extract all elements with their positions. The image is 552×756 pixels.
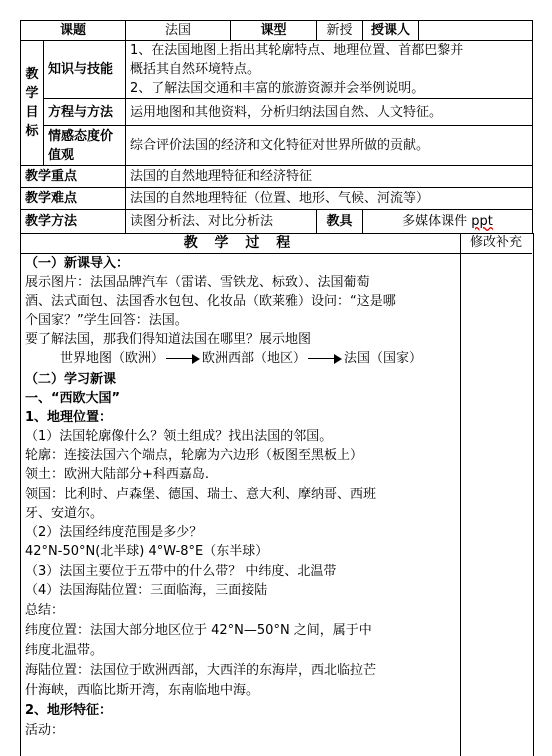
knowledge-line-3: 2、了解法国交通和丰富的旅游资源并会举例说明。 bbox=[130, 81, 425, 96]
flow-step-1: 世界地图（欧洲） bbox=[60, 351, 165, 366]
body-line: 纬度位置：法国大部分地区位于 42°N—50°N 之间，属于中 bbox=[25, 623, 372, 638]
knowledge-text bbox=[126, 41, 533, 99]
body-line: 酒、法式面包、法国香水包包、化妆品（欧莱雅）设问：“这是哪 bbox=[25, 294, 396, 309]
body-line: （1）法国轮廓像什么？领土组成？找出法国的邻国。 bbox=[25, 429, 333, 444]
attitude-label bbox=[44, 126, 126, 166]
body-line: 要了解法国，那我们得知道法国在哪里？展示地图 bbox=[25, 332, 312, 347]
body-line: （4）法国海陆位置：三面临海，三面接陆 bbox=[25, 583, 268, 598]
attitude-label-line-2: 值观 bbox=[48, 147, 75, 163]
teaching-tool-text-ppt: ppt bbox=[471, 214, 493, 229]
arrow-right-icon bbox=[308, 354, 342, 364]
body-line: 42°N-50°N(北半球) 4°W-8°E（东半球） bbox=[25, 544, 269, 559]
goals-char-4: 标 bbox=[25, 124, 39, 139]
lesson-meta-table bbox=[20, 20, 533, 234]
teacher-label: 授课人 bbox=[363, 21, 419, 41]
difficult-point-label: 教学难点 bbox=[21, 188, 126, 210]
teaching-tool-label: 教具 bbox=[317, 210, 363, 234]
topic-value: 法国 bbox=[126, 21, 231, 41]
method-goal-label: 方程与方法 bbox=[44, 99, 126, 126]
goals-char-1: 教 bbox=[25, 67, 39, 82]
subheading-terrain: 2、地形特征： bbox=[25, 703, 113, 718]
process-title: 教 学 过 程 bbox=[183, 235, 297, 251]
body-line: 展示图片：法国品牌汽车（雷诺、雪铁龙、标致）、法国葡萄 bbox=[25, 275, 370, 290]
subheading-location: 1、地理位置： bbox=[25, 410, 113, 425]
goals-char-3: 目 bbox=[25, 105, 39, 120]
body-line: 牙、安道尔。 bbox=[25, 506, 104, 521]
map-flow bbox=[60, 350, 422, 368]
teaching-method-label: 教学方法 bbox=[21, 210, 126, 234]
flow-step-2: 欧洲西部（地区） bbox=[202, 351, 307, 366]
teaching-method-text: 读图分析法、对比分析法 bbox=[126, 210, 317, 234]
difficult-point-text: 法国的自然地理特征（位置、地形、气候、河流等） bbox=[126, 188, 533, 210]
teacher-value bbox=[419, 21, 533, 41]
notes-column-label: 修改补充 bbox=[469, 235, 522, 250]
body-line: 纬度北温带。 bbox=[25, 643, 104, 658]
body-line: 海陆位置：法国位于欧洲西部，大西洋的东海岸，西北临拉芒 bbox=[25, 663, 377, 678]
section-new-lesson-heading: （二）学习新课 bbox=[25, 372, 117, 387]
arrow-right-icon bbox=[166, 354, 200, 364]
type-value: 新授 bbox=[317, 21, 363, 41]
key-point-text: 法国的自然地理特征和经济特征 bbox=[126, 166, 533, 188]
body-line: （2）法国经纬度范围是多少？ bbox=[25, 525, 203, 540]
flow-step-3: 法国（国家） bbox=[344, 351, 423, 366]
method-goal-text: 运用地图和其他资料，分析归纳法国自然、人文特征。 bbox=[126, 99, 533, 126]
goals-char-2: 学 bbox=[25, 86, 39, 101]
body-line: 总结： bbox=[25, 603, 65, 618]
type-label: 课型 bbox=[231, 21, 317, 41]
key-point-label: 教学重点 bbox=[21, 166, 126, 188]
body-line: 领土：欧洲大陆部分+科西嘉岛. bbox=[25, 467, 210, 482]
knowledge-line-1: 1、在法国地图上指出其轮廓特点、地理位置、首都巴黎并 bbox=[130, 43, 464, 58]
body-line: 领国：比利时、卢森堡、德国、瑞士、意大利、摩纳哥、西班 bbox=[25, 487, 377, 502]
knowledge-line-2: 概括其自然环境特点。 bbox=[130, 62, 261, 77]
teaching-tool-text-main: 多媒体课件 bbox=[402, 214, 472, 229]
body-line: 个国家？”学生回答：法国。 bbox=[25, 313, 188, 328]
section-intro-heading: （一）新课导入： bbox=[25, 256, 130, 271]
notes-column-divider bbox=[460, 233, 461, 756]
body-line: 活动： bbox=[25, 723, 65, 738]
topic-label: 课题 bbox=[21, 21, 126, 41]
attitude-label-line-1: 情感态度价 bbox=[48, 128, 114, 144]
body-line: 什海峡，西临比斯开湾，东南临地中海。 bbox=[25, 683, 260, 698]
teaching-tool-text bbox=[363, 210, 533, 234]
goals-side-label bbox=[21, 41, 44, 166]
body-line: 轮廓：连接法国六个端点，轮廓为六边形（板图至黑板上） bbox=[25, 448, 364, 463]
body-line: （3）法国主要位于五带中的什么带？ 中纬度、北温带 bbox=[25, 564, 337, 579]
attitude-text: 综合评价法国的经济和文化特征对世界所做的贡献。 bbox=[126, 126, 533, 166]
subheading-west-europe: 一、“西欧大国” bbox=[25, 391, 121, 406]
knowledge-label: 知识与技能 bbox=[44, 41, 126, 99]
